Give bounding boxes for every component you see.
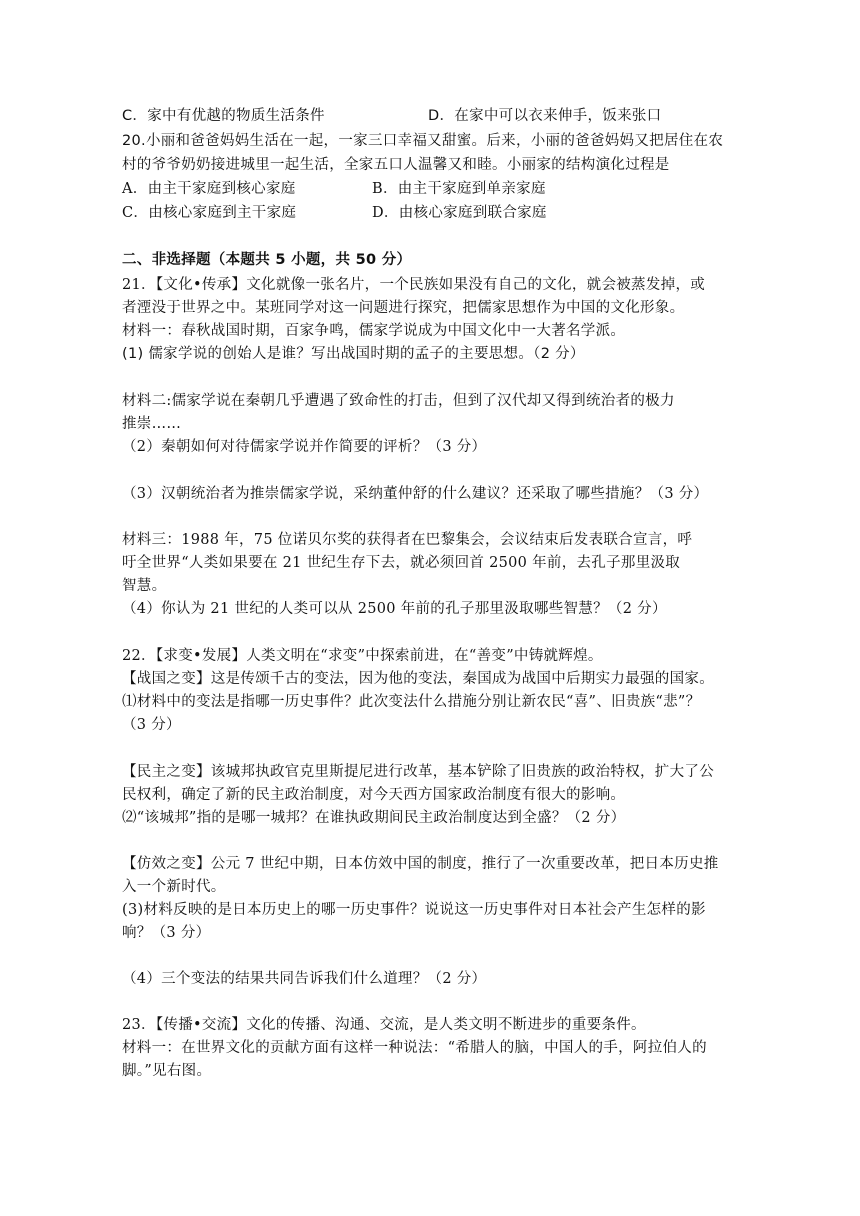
q22-subquestion-4: （4）三个变法的结果共同告诉我们什么道理？（2 分） [122,971,487,987]
q22-subquestion-2: ⑵“该城邦”指的是哪一城邦？在谁执政期间民主政治制度达到全盛？（2 分） [122,810,626,826]
q22-stem: 22．【求变•发展】人类文明在“求变”中探索前进，在“善变”中铸就辉煌。 [122,648,603,664]
q22-democracy-material-line-1: 【民主之变】该城邦执政官克里斯提尼进行改革，基本铲除了旧贵族的政治特权，扩大了公 [122,764,714,780]
q21-material-1: 材料一：春秋战国时期，百家争鸣，儒家学说成为中国文化中一大著名学派。 [122,323,626,339]
q23-stem: 23．【传播•交流】文化的传播、沟通、交流，是人类文明不断进步的重要条件。 [122,1017,646,1033]
q21-material-2-line-2: 推崇…… [122,416,182,432]
q20-option-c: C．由核心家庭到主干家庭 [122,205,297,221]
q21-subquestion-4: （4）你认为 21 世纪的人类可以从 2500 年前的孔子那里汲取哪些智慧？（2 分） [122,601,667,617]
q21-material-2-line-1: 材料二:儒家学说在秦朝几乎遭遇了致命性的打击，但到了汉代却又得到统治者的极力 [122,393,675,409]
q22-subquestion-1-line-1: ⑴材料中的变法是指哪一历史事件？此次变法什么措施分别让新农民“喜”、旧贵族“悲”？ [122,694,701,710]
q23-material-1-line-1: 材料一：在世界文化的贡献方面有这样一种说法：“希腊人的脑，中国人的手，阿拉伯人的 [122,1040,707,1056]
q22-subquestion-3-line-2: 响？（3 分） [122,925,211,941]
q22-subquestion-1-line-2: （3 分） [122,717,181,733]
q21-subquestion-1: (1) 儒家学说的创始人是谁？写出战国时期的孟子的主要思想。（2 分） [122,346,585,362]
q20-option-d: D．由核心家庭到联合家庭 [372,205,547,221]
q21-stem-line-2: 者湮没于世界之中。某班同学对这一问题进行探究，把儒家思想作为中国的文化形象。 [122,300,685,316]
q22-imitation-material-line-2: 入一个新时代。 [122,879,226,895]
q20-option-b: B．由主干家庭到单亲家庭 [372,181,546,197]
q20-stem-line-2: 村的爷爷奶奶接进城里一起生活，全家五口人温馨又和睦。小丽家的结构演化过程是 [122,157,670,173]
q19-option-c: C．家中有优越的物质生活条件 [122,108,325,124]
q21-subquestion-2: （2）秦朝如何对待儒家学说并作简要的评析？（3 分） [122,439,487,455]
q22-warring-states-material: 【战国之变】这是传颂千古的变法，因为他的变法，秦国成为战国中后期实力最强的国家。 [122,671,714,687]
q19-option-d: D．在家中可以衣来伸手，饭来张口 [428,108,662,124]
q23-material-1-line-2: 脚。”见右图。 [122,1063,212,1079]
q21-material-3-line-1: 材料三：1988 年，75 位诺贝尔奖的获得者在巴黎集会，会议结束后发表联合宣言，呼 [122,532,693,548]
q22-subquestion-3-line-1: (3)材料反映的是日本历史上的哪一历史事件？说说这一历史事件对日本社会产生怎样的影 [122,902,706,918]
q21-subquestion-3: （3）汉朝统治者为推崇儒家学说，采纳董仲舒的什么建议？还采取了哪些措施？（3 分） [122,486,709,502]
q21-material-3-line-2: 吁全世界“人类如果要在 21 世纪生存下去，就必须回首 2500 年前，去孔子那里汲取 [122,555,681,571]
q21-material-3-line-3: 智慧。 [122,578,167,594]
q22-imitation-material-line-1: 【仿效之变】公元 7 世纪中期，日本仿效中国的制度，推行了一次重要改革，把日本历史推 [122,856,719,872]
section-title: 二、非选择题（本题共 5 小题，共 50 分） [122,252,412,268]
q21-stem-line-1: 21．【文化•传承】文化就像一张名片，一个民族如果没有自己的文化，就会被蒸发掉，或 [122,277,706,293]
q20-stem-line-1: 20.小丽和爸爸妈妈生活在一起，一家三口幸福又甜蜜。后来，小丽的爸爸妈妈又把居住在农 [122,133,724,149]
q22-democracy-material-line-2: 民权利，确定了新的民主政治制度，对今天西方国家政治制度有很大的影响。 [122,787,626,803]
q20-option-a: A．由主干家庭到核心家庭 [122,181,296,197]
